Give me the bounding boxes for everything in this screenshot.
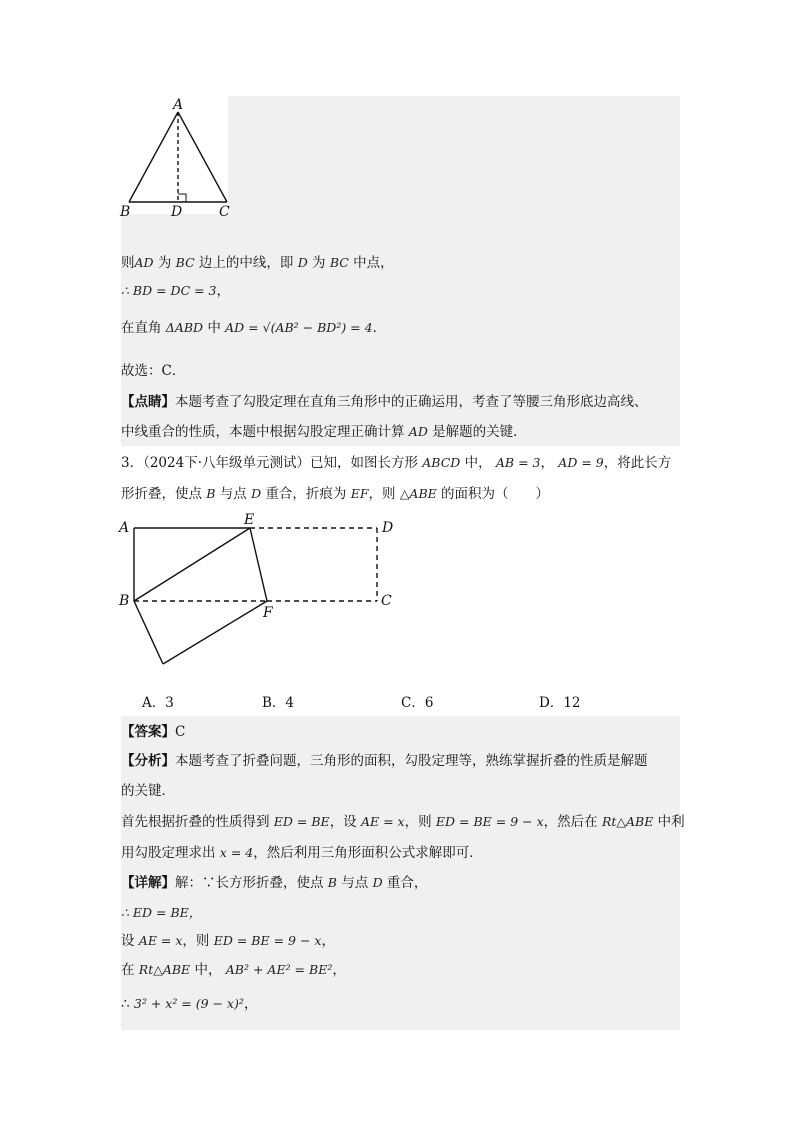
text: 与点 [215, 486, 252, 502]
text: 为 [153, 255, 176, 271]
tag-detail: 【详解】 [121, 875, 175, 891]
text: ，将此长方 [603, 455, 672, 471]
math: Rt△ABE [601, 814, 654, 829]
text: 解：∵长方形折叠，使点 [175, 875, 328, 891]
text-line [121, 318, 386, 338]
math: AE = x [360, 814, 405, 829]
math: x = 4 [219, 845, 254, 860]
text: 本题考查了折叠问题，三角形的面积，勾股定理等，熟练掌握折叠的性质是解题 [175, 753, 648, 769]
math: AB² + AE² = BE² [225, 962, 333, 977]
math: ∴ ED = BE， [121, 905, 202, 920]
text: ， [540, 455, 559, 471]
math: AD [408, 424, 428, 439]
text: ，然后在 [543, 814, 602, 830]
text: ， [332, 962, 346, 978]
text-line [121, 751, 648, 771]
text: 与点 [336, 875, 373, 891]
text: 中点， [348, 255, 394, 271]
text: 3．（2024下·八年级单元测试）已知，如图长方形 [121, 455, 423, 471]
tag-dianjing: 【点睛】 [121, 394, 175, 410]
triangle-figure [115, 94, 235, 219]
text: 在直角 [121, 320, 166, 336]
text: 首先根据折叠的性质得到 [121, 814, 274, 830]
text: ． [372, 320, 387, 336]
label-c: C [381, 593, 392, 609]
math: AD = √(AB² − BD²) = 4 [225, 320, 373, 335]
math: D [297, 255, 308, 270]
text-line [121, 781, 175, 801]
text-line [121, 931, 335, 951]
folded-rectangle-figure [115, 510, 405, 670]
text: 的关键． [121, 783, 175, 799]
text-line [121, 281, 230, 301]
text: 则 [121, 255, 135, 271]
text-line [121, 960, 346, 980]
text: ，则 [182, 933, 214, 949]
option-a[interactable]: A．3 [142, 695, 174, 711]
label-d: D [171, 204, 183, 219]
math: 3² + x² = (9 − x)² [133, 996, 244, 1011]
math: Rt△ABE [138, 962, 191, 977]
math: AD [134, 255, 154, 270]
math: EF [350, 486, 369, 501]
answer-value: C [175, 724, 186, 740]
text: ，设 [329, 814, 361, 830]
math: BC [329, 255, 349, 270]
question-line [121, 484, 549, 504]
folded-side-2 [163, 601, 267, 664]
label-f: F [263, 605, 273, 621]
option-b[interactable]: B．4 [262, 695, 295, 711]
side-ab [129, 112, 178, 202]
label-c: C [219, 204, 230, 219]
math: BC [175, 255, 195, 270]
text: 中， [460, 455, 496, 471]
text-line [121, 903, 201, 923]
text: 形折叠，使点 [121, 486, 207, 502]
text: 中利 [653, 814, 685, 830]
math: B [206, 486, 216, 501]
label-b: B [120, 204, 131, 219]
tag-answer: 【答案】 [121, 724, 175, 740]
math: AD = 9 [558, 455, 604, 470]
math: ΔABD [165, 320, 204, 335]
text: 故选：C． [121, 363, 186, 379]
label-b: B [119, 593, 130, 609]
math: ABCD [422, 455, 461, 470]
text: 在 [121, 962, 139, 978]
text: 边上的中线，即 [194, 255, 298, 271]
label-a: A [119, 520, 130, 536]
text: ，则 [368, 486, 400, 502]
solution-shade-1 [228, 96, 680, 214]
text: ∴ [121, 996, 134, 1012]
right-angle-mark [178, 194, 186, 202]
text-line [121, 722, 185, 742]
text: 中 [203, 320, 226, 336]
text: 用勾股定理求出 [121, 845, 220, 861]
text: 中， [190, 962, 226, 978]
text-line [121, 253, 394, 273]
math: D [251, 486, 262, 501]
option-c[interactable]: C．6 [401, 695, 434, 711]
label-d: D [382, 520, 394, 536]
text: 设 [121, 933, 139, 949]
text: 重合，折痕为 [261, 486, 351, 502]
math: △ABE [399, 486, 437, 501]
text: 中线重合的性质，本题中根据勾股定理正确计算 [121, 424, 409, 440]
math: ∴ BD = DC = 3 [121, 283, 217, 298]
math: AB = 3 [495, 455, 541, 470]
text: 的面积为（ ） [436, 486, 550, 502]
question-line [121, 453, 671, 473]
crease-ef [250, 528, 267, 601]
option-d[interactable]: D．12 [539, 695, 581, 711]
text-line [121, 361, 185, 381]
text: ，则 [404, 814, 436, 830]
text: ， [216, 283, 231, 299]
folded-side-1 [134, 601, 163, 664]
math: ED = BE [273, 814, 330, 829]
tag-analysis: 【分析】 [121, 753, 175, 769]
math: AE = x [138, 933, 183, 948]
text: 重合， [382, 875, 428, 891]
math: D [372, 875, 383, 890]
text: ， [243, 996, 258, 1012]
text: 为 [307, 255, 330, 271]
text-line [121, 812, 685, 832]
side-ac [178, 112, 227, 202]
text: ， [321, 933, 335, 949]
text: 本题考查了勾股定理在直角三角形中的正确运用，考查了等腰三角形底边高线、 [175, 394, 648, 410]
text: 是解题的关键． [427, 424, 527, 440]
text-line [121, 994, 257, 1014]
text-line [121, 392, 648, 412]
label-a: A [173, 97, 184, 113]
text-line [121, 422, 527, 442]
text-line [121, 873, 427, 893]
line-be [134, 528, 250, 601]
math: B [327, 875, 337, 890]
text: ，然后利用三角形面积公式求解即可． [253, 845, 483, 861]
math: ED = BE = 9 − x [213, 933, 322, 948]
label-e: E [244, 512, 255, 528]
math: ED = BE = 9 − x [435, 814, 544, 829]
text-line [121, 843, 483, 863]
